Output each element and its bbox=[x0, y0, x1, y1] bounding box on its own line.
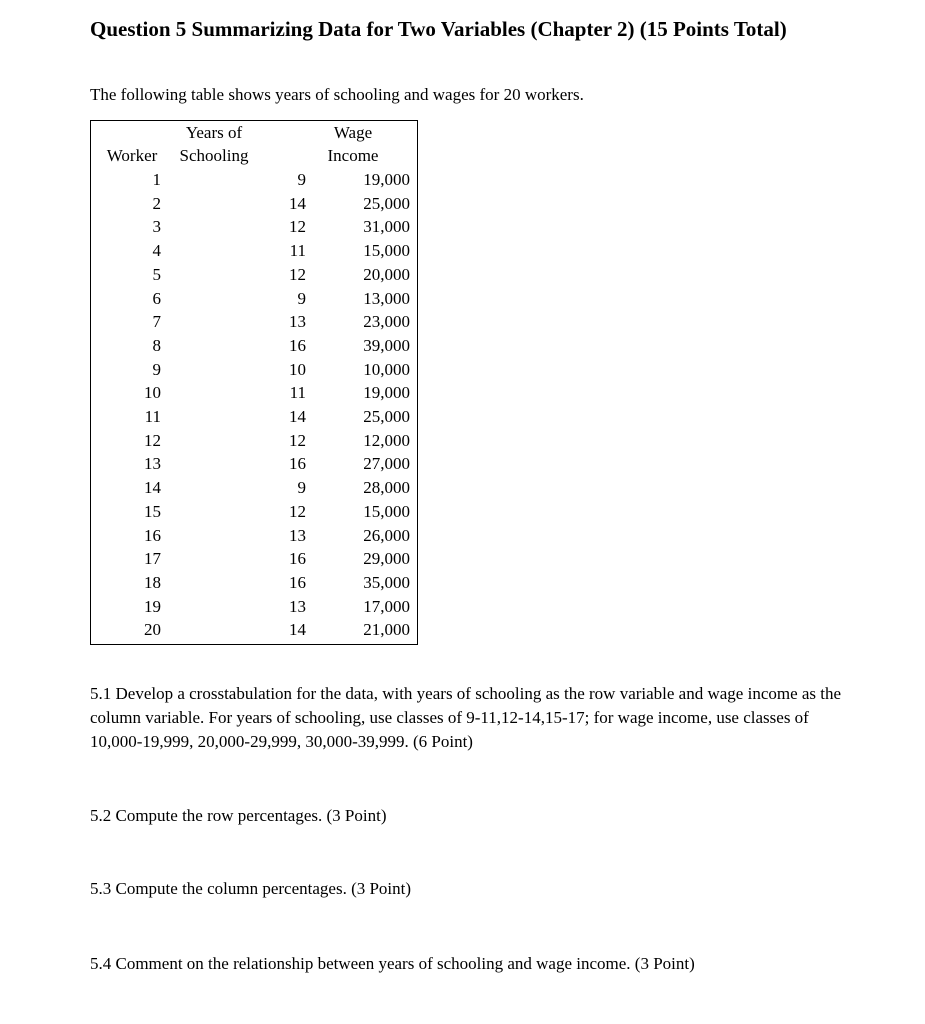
cell-worker: 11 bbox=[144, 407, 161, 427]
question-intro: The following table shows years of schooling and wages for 20 workers. bbox=[90, 85, 584, 104]
part-5-1: 5.1 Develop a crosstabulation for the data, with years of schooling as the row variable and wage income as the column variable. For years of schooling, use classes of 9-11,12-14,15-17; for wage income, use classes of 10,000-19,999, 20,000-29,999, 30,000-39,999. (6 Point) bbox=[90, 684, 842, 751]
table-row bbox=[91, 334, 410, 358]
table-row bbox=[91, 310, 410, 334]
cell-wage: 26,000 bbox=[363, 525, 410, 545]
cell-schooling: 13 bbox=[289, 312, 306, 332]
cell-worker: 16 bbox=[144, 525, 161, 545]
cell-wage: 39,000 bbox=[363, 335, 410, 355]
data-table-body bbox=[91, 168, 410, 642]
cell-worker: 1 bbox=[152, 170, 161, 189]
table-row bbox=[91, 429, 410, 453]
cell-worker: 19 bbox=[144, 596, 161, 616]
table-row bbox=[91, 524, 410, 548]
part-5-3: 5.3 Compute the column percentages. (3 Point) bbox=[90, 879, 412, 898]
cell-wage: 23,000 bbox=[363, 312, 410, 332]
cell-schooling: 16 bbox=[289, 454, 306, 474]
cell-wage: 15,000 bbox=[363, 501, 410, 521]
table-row bbox=[91, 500, 410, 524]
cell-schooling: 13 bbox=[289, 525, 306, 545]
header-schooling-line1: Years of bbox=[185, 123, 243, 142]
table-row bbox=[91, 168, 410, 192]
cell-worker: 3 bbox=[152, 217, 161, 237]
cell-schooling: 14 bbox=[289, 407, 306, 427]
table-row bbox=[91, 547, 410, 571]
cell-schooling: 10 bbox=[289, 359, 306, 379]
cell-schooling: 9 bbox=[297, 478, 306, 498]
cell-worker: 10 bbox=[144, 383, 161, 403]
cell-worker: 6 bbox=[152, 288, 161, 308]
cell-wage: 27,000 bbox=[363, 454, 410, 474]
part-5-4: 5.4 Comment on the relationship between years of schooling and wage income. (3 Point) bbox=[90, 954, 695, 973]
cell-wage: 29,000 bbox=[363, 549, 410, 569]
data-table bbox=[90, 120, 418, 645]
table-row bbox=[91, 476, 410, 500]
cell-wage: 21,000 bbox=[363, 620, 410, 640]
cell-wage: 13,000 bbox=[363, 288, 410, 308]
cell-schooling: 12 bbox=[289, 430, 306, 450]
table-row bbox=[91, 618, 410, 642]
cell-wage: 12,000 bbox=[363, 430, 410, 450]
header-wage-line1: Wage bbox=[333, 123, 373, 142]
table-row bbox=[91, 192, 410, 216]
cell-wage: 25,000 bbox=[363, 407, 410, 427]
part-5-2: 5.2 Compute the row percentages. (3 Point) bbox=[90, 806, 387, 825]
table-row bbox=[91, 239, 410, 263]
table-row bbox=[91, 452, 410, 476]
question-title: Question 5 Summarizing Data for Two Variables (Chapter 2) (15 Points Total) bbox=[90, 17, 787, 41]
table-row bbox=[91, 381, 410, 405]
cell-schooling: 11 bbox=[289, 383, 306, 403]
table-row bbox=[91, 595, 410, 619]
cell-worker: 7 bbox=[152, 312, 161, 332]
table-row bbox=[91, 571, 410, 595]
cell-schooling: 14 bbox=[289, 620, 306, 640]
cell-wage: 20,000 bbox=[363, 264, 410, 284]
table-row bbox=[91, 215, 410, 239]
cell-schooling: 16 bbox=[289, 572, 306, 592]
cell-schooling: 12 bbox=[289, 264, 306, 284]
table-row bbox=[91, 358, 410, 382]
header-schooling-line2: Schooling bbox=[179, 146, 249, 165]
cell-schooling: 11 bbox=[289, 241, 306, 261]
cell-worker: 15 bbox=[144, 501, 161, 521]
cell-wage: 25,000 bbox=[363, 193, 410, 213]
cell-wage: 35,000 bbox=[363, 572, 410, 592]
cell-worker: 12 bbox=[144, 430, 161, 450]
cell-wage: 10,000 bbox=[363, 359, 410, 379]
cell-wage: 19,000 bbox=[363, 170, 410, 189]
table-row bbox=[91, 287, 410, 311]
cell-worker: 2 bbox=[152, 193, 161, 213]
cell-wage: 17,000 bbox=[363, 596, 410, 616]
header-worker: Worker bbox=[106, 146, 158, 165]
cell-schooling: 16 bbox=[289, 549, 306, 569]
header-wage-line2: Income bbox=[327, 146, 379, 165]
cell-schooling: 12 bbox=[289, 217, 306, 237]
cell-wage: 31,000 bbox=[363, 217, 410, 237]
cell-worker: 18 bbox=[144, 572, 161, 592]
cell-wage: 15,000 bbox=[363, 241, 410, 261]
cell-schooling: 13 bbox=[289, 596, 306, 616]
cell-schooling: 14 bbox=[289, 193, 306, 213]
cell-schooling: 16 bbox=[289, 335, 306, 355]
cell-wage: 28,000 bbox=[363, 478, 410, 498]
cell-worker: 20 bbox=[144, 620, 161, 640]
cell-worker: 14 bbox=[144, 478, 161, 498]
cell-worker: 9 bbox=[152, 359, 161, 379]
cell-schooling: 12 bbox=[289, 501, 306, 521]
cell-worker: 5 bbox=[152, 264, 161, 284]
cell-worker: 8 bbox=[152, 335, 161, 355]
table-row bbox=[91, 263, 410, 287]
cell-schooling: 9 bbox=[297, 288, 306, 308]
cell-worker: 13 bbox=[144, 454, 161, 474]
table-row bbox=[91, 405, 410, 429]
cell-worker: 17 bbox=[144, 549, 161, 569]
cell-schooling: 9 bbox=[297, 170, 306, 189]
cell-worker: 4 bbox=[152, 241, 161, 261]
cell-wage: 19,000 bbox=[363, 383, 410, 403]
